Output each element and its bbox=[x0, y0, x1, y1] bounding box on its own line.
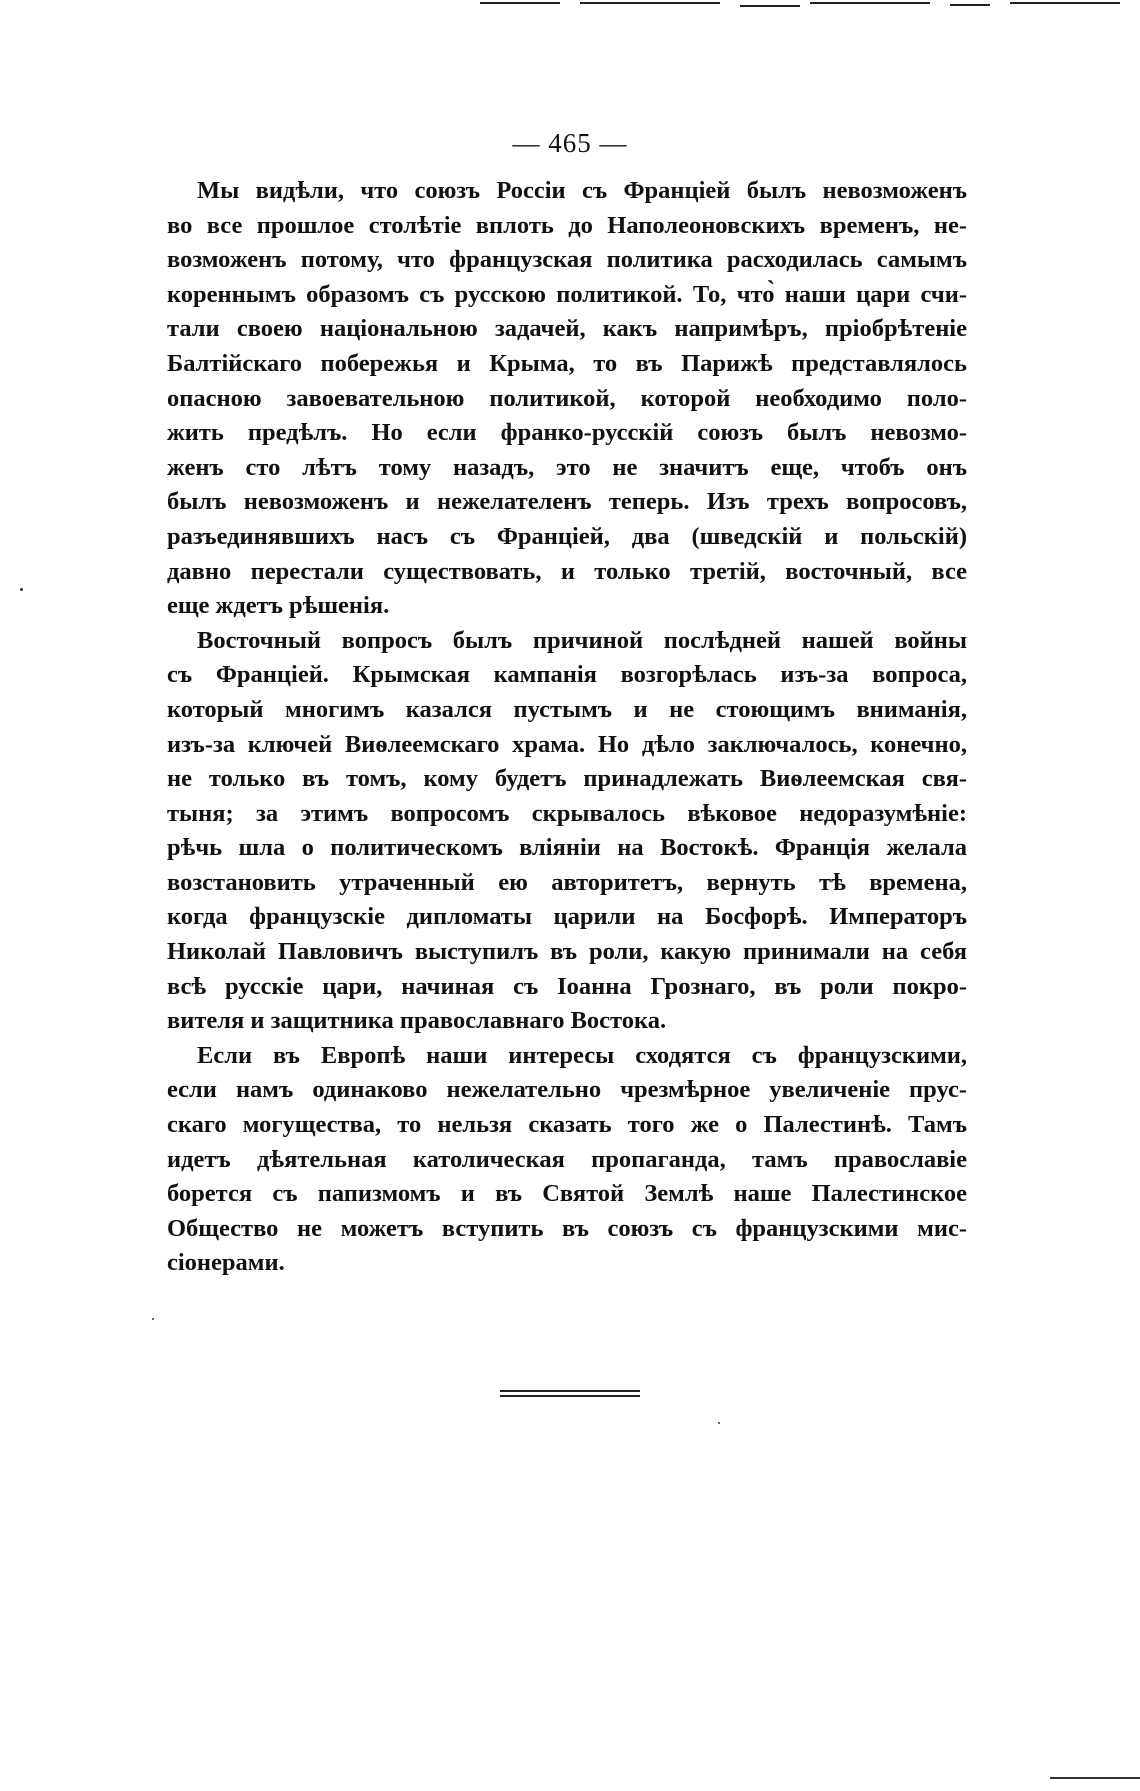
text-line: во все прошлое столѣтіе вплоть до Наполеоновскихъ временъ, не- bbox=[167, 211, 967, 239]
text-line: жить предѣлъ. Но если франко-русскій союзъ былъ невозмо- bbox=[167, 419, 967, 447]
body-text bbox=[167, 174, 967, 1281]
text-line: тыня; за этимъ вопросомъ скрывалось вѣковое недоразумѣніе: bbox=[167, 799, 967, 827]
text-line: сіонерами. bbox=[167, 1249, 285, 1277]
text-line: вителя и защитника православнаго Востока. bbox=[167, 1007, 667, 1035]
text-line: борется съ папизмомъ и въ Святой Землѣ наше Палестинское bbox=[167, 1180, 967, 1208]
scan-edge-artifact bbox=[480, 2, 1140, 8]
end-of-section-rule bbox=[500, 1390, 640, 1398]
text-line: который многимъ казался пустымъ и не стоющимъ вниманія, bbox=[167, 695, 967, 723]
paragraph-2 bbox=[167, 624, 967, 1039]
text-line: возможенъ потому, что французская политика расходилась самымъ bbox=[167, 246, 967, 274]
text-line: съ Франціей. Крымская кампанія возгорѣлась изъ-за вопроса, bbox=[167, 661, 967, 689]
page-number: — 465 — bbox=[512, 128, 628, 158]
ink-speck bbox=[718, 1422, 720, 1424]
scan-edge-artifact bbox=[1050, 1777, 1140, 1779]
text-line: Общество не можетъ вступить въ союзъ съ французскими мис- bbox=[167, 1214, 967, 1242]
ink-speck bbox=[152, 1318, 154, 1320]
text-line: всѣ русскіе цари, начиная съ Іоанна Грознаго, въ роли покро- bbox=[167, 972, 967, 1000]
text-line: опасною завоевательною политикой, которой необходимо поло- bbox=[167, 384, 967, 412]
paragraph-3 bbox=[167, 1039, 967, 1281]
text-line: изъ-за ключей Виѳлеемскаго храма. Но дѣло заключалось, конечно, bbox=[167, 730, 967, 758]
text-line: кореннымъ образомъ съ русскою политикой. То, что̀ наши цари счи- bbox=[167, 280, 967, 308]
paragraph-1 bbox=[167, 174, 967, 624]
text-line: тали своею національною задачей, какъ напримѣръ, пріобрѣтеніе bbox=[167, 315, 967, 343]
text-line: идетъ дѣятельная католическая пропаганда, тамъ православіе bbox=[167, 1145, 967, 1173]
text-line: рѣчь шла о политическомъ вліяніи на Востокѣ. Франція желала bbox=[167, 834, 967, 862]
text-line: разъединявшихъ насъ съ Франціей, два (шведскій и польскій) bbox=[167, 522, 967, 550]
text-line: скаго могущества, то нельзя сказать того же о Палестинѣ. Тамъ bbox=[167, 1111, 967, 1139]
text-line: женъ сто лѣтъ тому назадъ, это не значитъ еще, чтобъ онъ bbox=[167, 453, 967, 481]
text-line: возстановить утраченный ею авторитетъ, вернуть тѣ времена, bbox=[167, 868, 967, 896]
text-line: если намъ одинаково нежелательно чрезмѣрное увеличеніе прус- bbox=[167, 1076, 967, 1104]
text-line: не только въ томъ, кому будетъ принадлежать Виѳлеемская свя- bbox=[167, 765, 967, 793]
text-line: еще ждетъ рѣшенія. bbox=[167, 592, 390, 620]
text-line: былъ невозможенъ и нежелателенъ теперь. Изъ трехъ вопросовъ, bbox=[167, 488, 967, 516]
text-line: когда французскіе дипломаты царили на Босфорѣ. Императоръ bbox=[167, 903, 967, 931]
ink-speck bbox=[20, 588, 23, 591]
text-line: Балтійскаго побережья и Крыма, то въ Парижѣ представлялось bbox=[167, 349, 967, 377]
text-line: Мы видѣли, что союзъ Россіи съ Франціей былъ невозможенъ bbox=[197, 177, 967, 204]
text-line: Николай Павловичъ выступилъ въ роли, какую принимали на себя bbox=[167, 938, 967, 966]
text-line: давно перестали существовать, и только третій, восточный, все bbox=[167, 557, 967, 585]
text-line: Восточный вопросъ былъ причиной послѣдней нашей войны bbox=[197, 626, 967, 654]
text-line: Если въ Европѣ наши интересы сходятся съ французскими, bbox=[197, 1041, 967, 1069]
